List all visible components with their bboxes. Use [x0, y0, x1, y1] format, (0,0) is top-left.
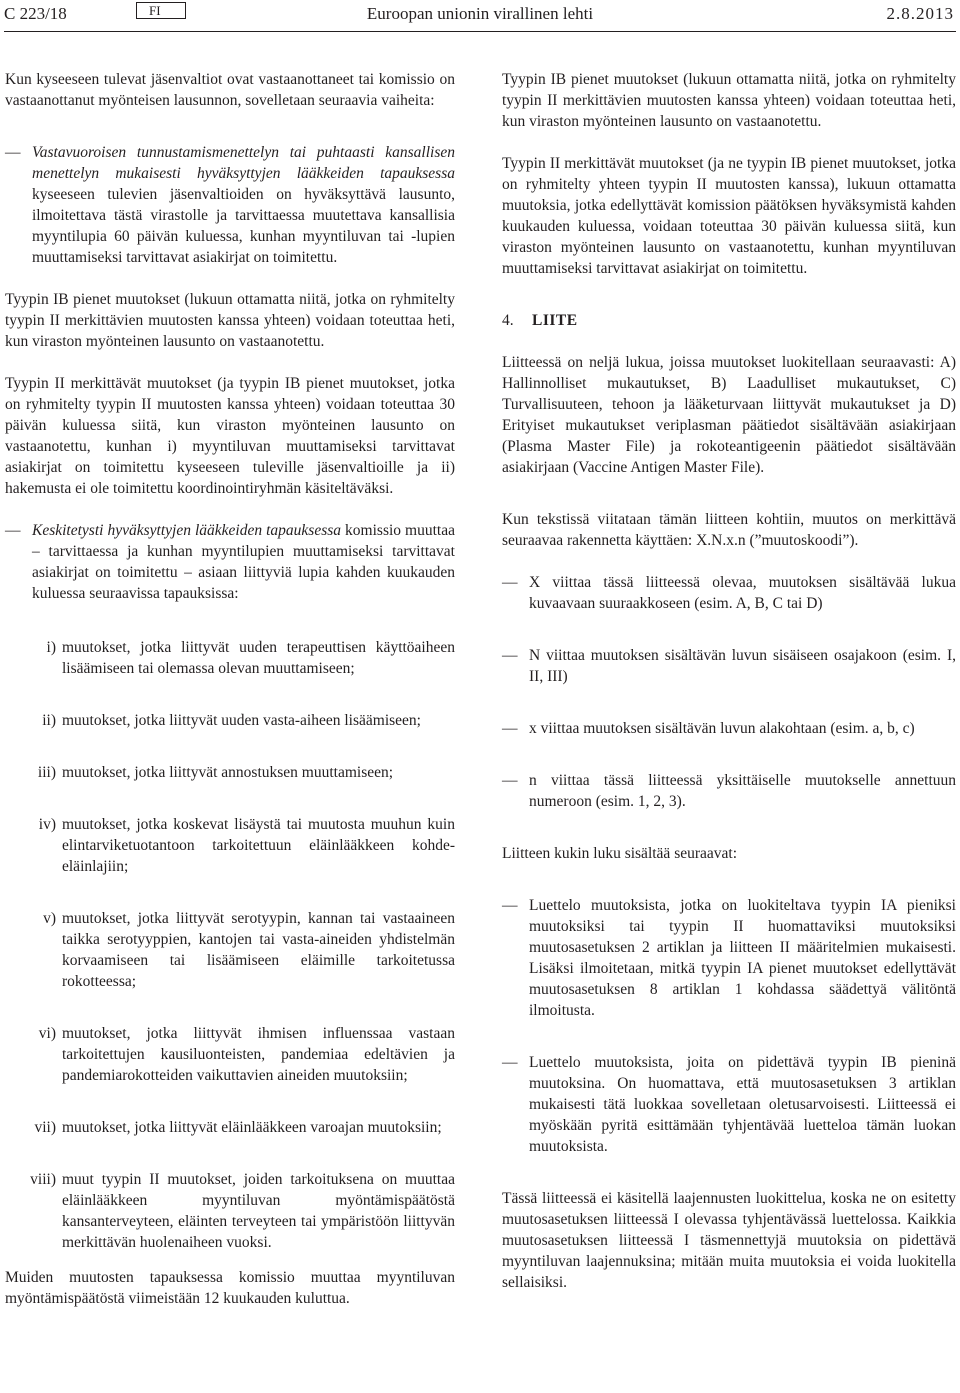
- list-item: [5, 814, 455, 877]
- paragraph: Tyypin IB pienet muutokset (lukuun ottamatta niitä, jotka on ryhmitelty tyypin II merkittävien muutosten kanssa yhteen) voidaan toteuttaa heti, kun viraston myönteinen lausunto on vastaanotettu.: [502, 71, 956, 130]
- paragraph: Liitteessä on neljä lukua, joissa muutokset luokitellaan seuraavasti: A) Hallinnolliset mukautukset, B) Laadulliset mukautukset, C) Turvallisuuteen, tehoon ja lääketurvaan liittyvät mukautukset ja D) Erityiset mukautukset veriplasman päätiedot sisältävään asiakirjaan (Plasma Master File) ja rokoteantigeenin päätiedot sisältävään asiakirjaan (Vaccine Antigen Master File).: [502, 354, 956, 476]
- paragraph: Tyypin II merkittävät muutokset (ja ne tyypin IB pienet muutokset, jotka on ryhmitelty yhteen tyypin II muutosten kanssa), lukuun ottamatta muutoksia, jotka edellyttävät komission päätöksen hyväksymistä kahden kuukauden kuluessa, voidaan toteuttaa 30 päivän kuluessa siitä, kun viraston myönteinen lausunto on vastaanotettu, kunhan myyntiluvan muuttamiseksi tarvittavat asiakirjat on toimitettu.: [502, 155, 956, 277]
- dash-item: [502, 645, 956, 687]
- italic-text: Vastavuoroisen tunnustamismenettelyn tai puhtaasti kansallisen menettelyn mukaisesti hyväksyttyjen lääkkeiden tapauksessa: [32, 144, 455, 182]
- language-badge: FI: [136, 2, 186, 19]
- dash-text: x viittaa muutoksen sisältävän luvun alakohtaan (esim. a, b, c): [529, 720, 915, 737]
- item-number: i): [46, 639, 56, 656]
- item-text: muutokset, jotka liittyvät uuden vasta-aiheen lisäämiseen;: [62, 712, 421, 729]
- item-number: iii): [37, 764, 56, 781]
- dash-text: N viittaa muutoksen sisältävän luvun sisäiseen osajakoon (esim. I, II, III): [529, 647, 956, 685]
- paragraph: Tyypin II merkittävät muutokset (ja tyypin IB pienet muutokset, jotka on ryhmitelty tyypin II muutosten kanssa yhteen) voidaan toteuttaa 30 päivän kuluessa siitä, kun viraston myönteinen lausunto on vastaanotettu, kunhan i) myyntiluvan muuttamiseksi tarvittavat asiakirjat on toimitettu kyseeseen tuleville jäsenvaltioille ja ii) hakemusta ei ole toimitettu koordinointiryhmän käsiteltäväksi.: [5, 375, 455, 497]
- journal-reference: C 223/18: [4, 4, 67, 23]
- dash-mark: —: [502, 720, 518, 737]
- dash-item: [502, 718, 956, 739]
- item-number: iv): [38, 816, 56, 833]
- dash-text: [32, 142, 455, 268]
- item-text: muutokset, jotka liittyvät annostuksen muuttamiseen;: [62, 764, 394, 781]
- section-title: LIITE: [532, 312, 578, 329]
- paragraph: Muiden muutosten tapauksessa komissio muuttaa myyntiluvan myöntämispäätöstä viimeistään 12 kuukauden kuluttua.: [5, 1269, 455, 1307]
- dash-text: X viittaa tässä liitteessä olevaa, muutoksen sisältävää lukua kuvaavaan suuraakkoseen (esim. A, B, C tai D): [529, 574, 956, 612]
- dash-item: [502, 1052, 956, 1157]
- dash-mark: —: [5, 522, 21, 539]
- item-number: vi): [38, 1025, 56, 1042]
- dash-mark: —: [502, 574, 518, 591]
- section-number: 4.: [502, 312, 514, 329]
- item-number: viii): [30, 1171, 56, 1188]
- paragraph: Tässä liitteessä ei käsitellä laajennusten luokittelua, koska ne on esitetty muutosasetuksen liitteessä I olevassa tyhjentävässä luettelossa. Kaikkia muutosasetuksen liitteessä I täsmennettyjä muutoksia on pidettävä myyntiluvan laajennuksina; mitään muita muutoksia ei voida luokitella sellaisiksi.: [502, 1190, 956, 1291]
- list-item: [5, 908, 455, 992]
- dash-text: Luettelo muutoksista, jotka on luokiteltava tyypin IA pieniksi muutoksiksi tai tyypin II huomattaviksi muutoksiksi muutosasetuksen 2 artiklan ja liitteen II määritelmien mukaisesti. Lisäksi ilmoitetaan, mitkä tyypin IA pienet muutokset edellyttävät muutosasetuksen 8 artiklan 1 kohdassa säädettyä välitöntä ilmoitusta.: [529, 897, 956, 1019]
- dash-mark: —: [502, 772, 518, 789]
- list-item: [5, 710, 455, 731]
- item-text: muutokset, jotka liittyvät ihmisen influenssaa vastaan tarkoitettujen kausiluonteisten, pandemiaa edeltävien ja pandemiarokotteiden vaikuttavien aineiden muutoksiin;: [62, 1025, 455, 1084]
- dash-mark: —: [502, 1054, 518, 1071]
- list-item: [5, 1023, 455, 1086]
- item-number: ii): [42, 712, 56, 729]
- list-item: [5, 762, 455, 783]
- paragraph: Tyypin IB pienet muutokset (lukuun ottamatta niitä, jotka on ryhmitelty tyypin II merkittävien muutosten kanssa yhteen) voidaan toteuttaa heti, kun viraston myönteinen lausunto on vastaanotettu.: [5, 291, 455, 350]
- dash-item: [5, 142, 455, 268]
- plain-text: komissio muuttaa – tarvittaessa ja kunhan myyntilupien muuttamiseksi tarvittavat asiakirjat on toimitettu – asiaan liittyviä lupia kahden kuukauden kuluessa seuraavissa tapauksissa:: [32, 522, 455, 602]
- dash-item: [5, 520, 455, 604]
- journal-title: Euroopan unionin virallinen lehti: [366, 4, 594, 23]
- list-item: [5, 637, 455, 679]
- item-text: muutokset, jotka koskevat lisäystä tai muutosta muuhun kuin elintarviketuotantoon tarkoitettuun eläinlääkkeen kohde-eläinlajiin;: [62, 816, 455, 875]
- left-column: [5, 69, 455, 1309]
- list-item: [5, 1117, 455, 1138]
- item-number: vii): [34, 1119, 56, 1136]
- list-item: [5, 1169, 455, 1253]
- dash-item: [502, 770, 956, 812]
- dash-item: [502, 895, 956, 1021]
- item-text: muut tyypin II muutokset, joiden tarkoituksena on muuttaa eläinlääkkeen myyntiluvan myöntämispäätöstä kansanterveyteen, eläinten terveyteen tai ympäristöön liittyvän merkittävän huolenaiheen vuoksi.: [62, 1171, 455, 1251]
- right-column: [502, 69, 956, 1293]
- paragraph: Kun tekstissä viitataan tämän liitteen kohtiin, muutos on merkittävä seuraavaa rakennetta käyttäen: X.N.x.n (”muutoskoodi”).: [502, 511, 956, 549]
- item-text: muutokset, jotka liittyvät uuden terapeuttisen käyttöaiheen lisäämiseen tai olemassa olevan muuttamiseen;: [62, 639, 455, 677]
- italic-text: Keskitetysti hyväksyttyjen lääkkeiden tapauksessa: [32, 522, 342, 539]
- dash-mark: —: [502, 647, 518, 664]
- dash-item: [502, 572, 956, 614]
- dash-mark: —: [5, 144, 21, 161]
- dash-text: n viittaa tässä liitteessä yksittäiselle muutokselle annettuun numeroon (esim. 1, 2, 3).: [529, 772, 956, 810]
- paragraph: Liitteen kukin luku sisältää seuraavat:: [502, 845, 738, 862]
- item-text: muutokset, jotka liittyvät eläinlääkkeen varoajan muutoksiin;: [62, 1119, 442, 1136]
- dash-text: Luettelo muutoksista, joita on pidettävä tyypin IB pieninä muutoksina. On huomattava, että muutosasetuksen 3 artiklan mukaisesti tätä luokkaa sovelletaan oletusarvoisesti. Liitteessä ei myöskään pyritä esittämään tyhjentävää luetteloa tämän luokan muutoksista.: [529, 1054, 956, 1155]
- item-text: muutokset, jotka liittyvät serotyypin, kannan tai vastaaineen taikka serotyyppien, kantojen tai vasta-aineiden yhdistelmän korvaamiseen tai lisäämiseen eläimille tarkoitetussa rokotteessa;: [62, 910, 455, 990]
- paragraph: Kun kyseeseen tulevat jäsenvaltiot ovat vastaanottaneet tai komissio on vastaanottanut myönteisen lausunnon, sovelletaan seuraavia vaiheita:: [5, 71, 455, 109]
- plain-text: kyseeseen tulevien jäsenvaltioiden on hyväksyttävä lausunto, ilmoitettava tästä virastolle ja tarvittaessa muutettava kansallisia myyntilupia 60 päivän kuluessa, kunhan myyntiluvan tai -lupien muuttamiseksi tarvittavat asiakirjat on toimitettu.: [32, 186, 455, 266]
- section-heading: [502, 310, 956, 331]
- dash-mark: —: [502, 897, 518, 914]
- item-number: v): [43, 910, 56, 927]
- publication-date: 2.8.2013: [886, 4, 954, 23]
- dash-text: [32, 520, 455, 604]
- header-divider: [4, 31, 956, 32]
